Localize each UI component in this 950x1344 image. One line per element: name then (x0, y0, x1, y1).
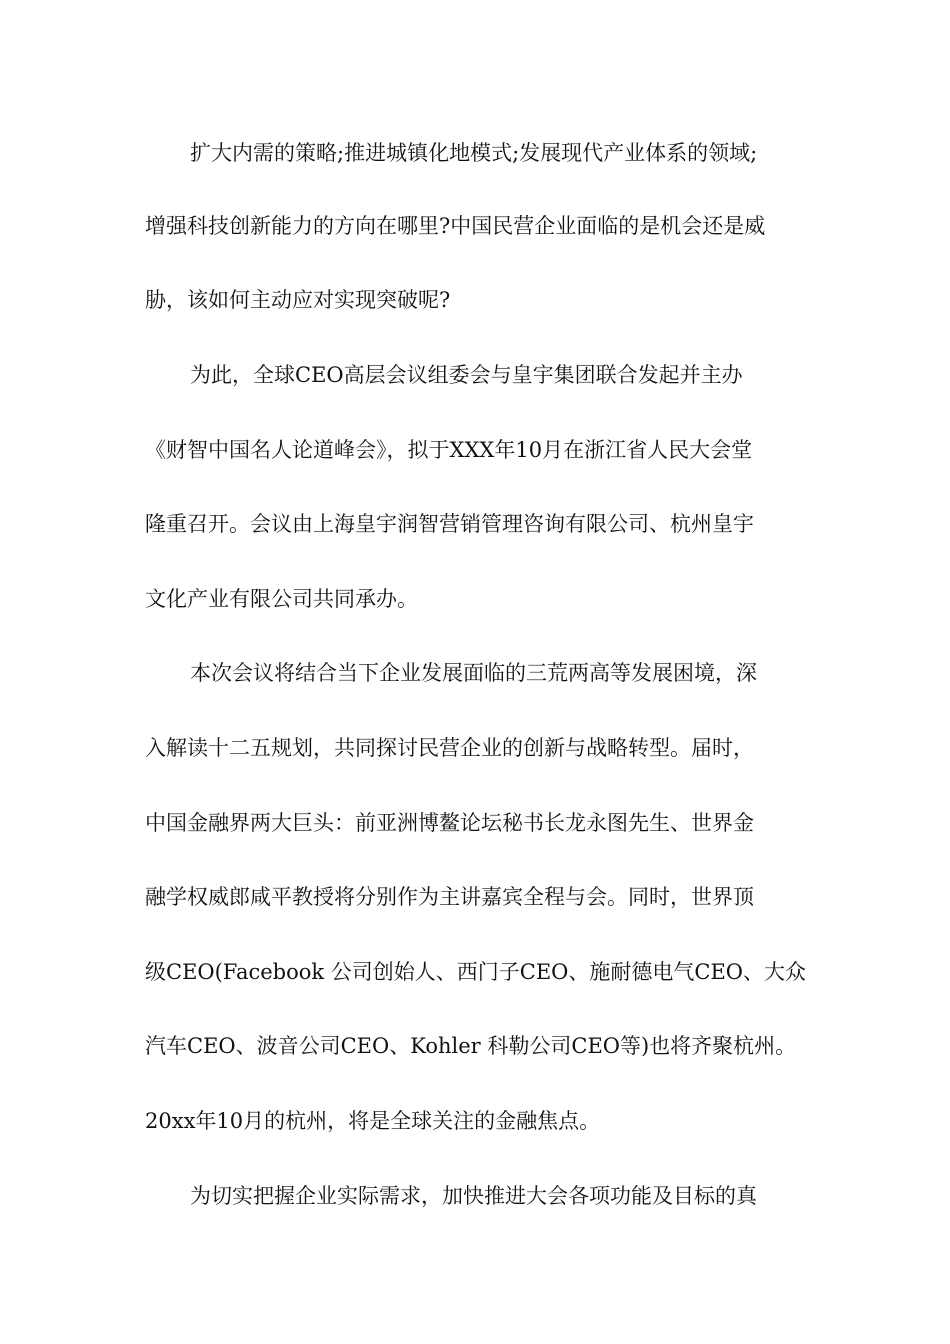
paragraph-line-13: 汽车CEO、波音公司CEO、Kohler 科勒公司CEO等)也将齐聚杭州。 (145, 1034, 797, 1058)
paragraph-line-8: 本次会议将结合当下企业发展面临的三荒两高等发展困境，深 (190, 661, 757, 685)
paragraph-line-7: 文化产业有限公司共同承办。 (145, 587, 418, 611)
paragraph-line-10: 中国金融界两大巨头：前亚洲博鳌论坛秘书长龙永图先生、世界金 (145, 811, 754, 835)
paragraph-line-15: 为切实把握企业实际需求，加快推进大会各项功能及目标的真 (190, 1184, 757, 1208)
paragraph-line-14: 20xx年10月的杭州，将是全球关注的金融焦点。 (145, 1109, 601, 1133)
paragraph-line-1: 扩大内需的策略;推进城镇化地模式;发展现代产业体系的领域; (190, 141, 758, 165)
paragraph-line-11: 融学权威郎咸平教授将分别作为主讲嘉宾全程与会。同时，世界顶 (145, 885, 754, 909)
paragraph-line-6: 隆重召开。会议由上海皇宇润智营销管理咨询有限公司、杭州皇宇 (145, 512, 754, 536)
paragraph-line-4: 为此，全球CEO高层会议组委会与皇宇集团联合发起并主办 (190, 363, 743, 387)
paragraph-line-5: 《财智中国名人论道峰会》，拟于XXX年10月在浙江省人民大会堂 (145, 438, 753, 462)
paragraph-line-2: 增强科技创新能力的方向在哪里?中国民营企业面临的是机会还是威 (145, 214, 766, 238)
paragraph-line-3: 胁，该如何主动应对实现突破呢? (145, 288, 451, 312)
paragraph-line-9: 入解读十二五规划，共同探讨民营企业的创新与战略转型。届时， (145, 736, 754, 760)
paragraph-line-12: 级CEO(Facebook 公司创始人、西门子CEO、施耐德电气CEO、大众 (145, 960, 807, 984)
